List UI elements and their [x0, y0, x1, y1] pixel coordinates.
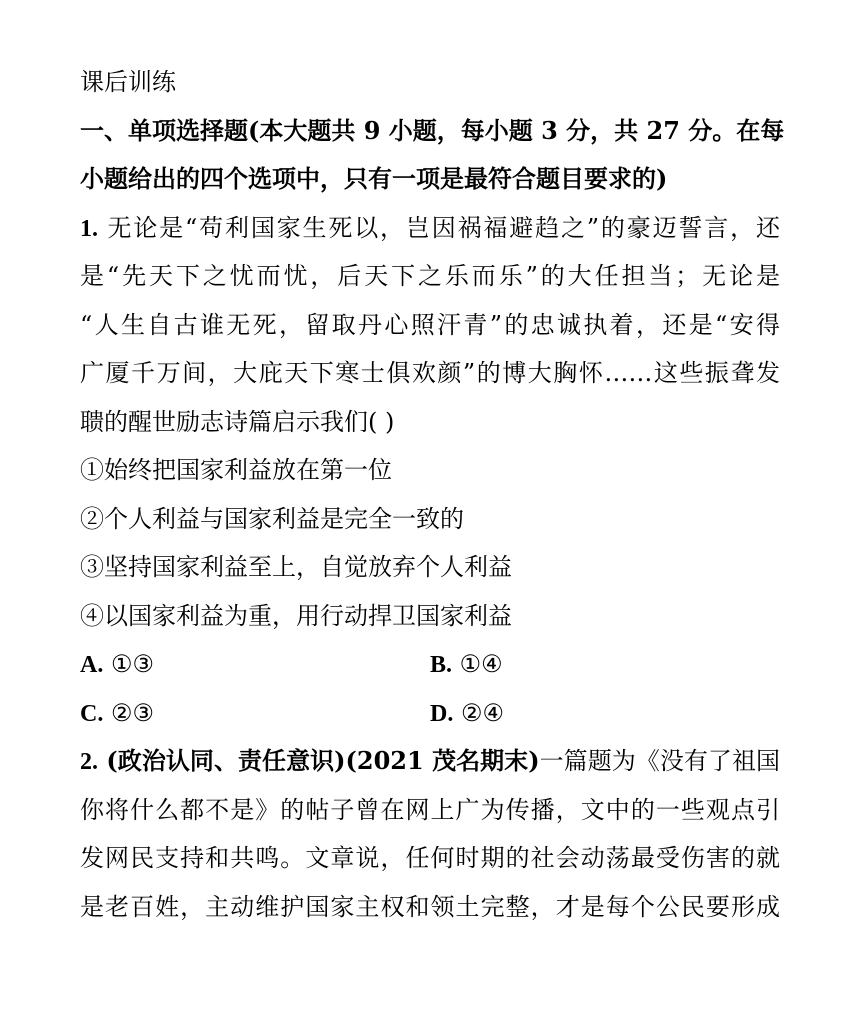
question-2-line-1	[80, 737, 780, 786]
question-1-text: 无论是“苟利国家生死以，岂因祸福避趋之”的豪迈誓言，还	[98, 213, 780, 242]
options-row-2	[80, 689, 780, 738]
question-1-line-1	[80, 204, 780, 253]
option-a	[80, 640, 430, 689]
options-row-1	[80, 640, 780, 689]
section-title: 课后训练	[80, 68, 176, 96]
document-page	[80, 58, 785, 931]
statement-3: ③坚持国家利益至上，自觉放弃个人利益	[80, 553, 512, 581]
question-1-line-3: “人生自古谁无死，留取丹心照汗青”的忠诚执着，还是“安得	[80, 310, 780, 339]
option-c-label: C.	[80, 700, 104, 727]
statement-1: ①始终把国家利益放在第一位	[80, 456, 392, 484]
option-d	[430, 689, 780, 738]
option-b-text: ①④	[452, 650, 503, 678]
statement-4: ④以国家利益为重，用行动捍卫国家利益	[80, 601, 512, 630]
question-1-line-4: 广厦千万间，大庇天下寒士俱欢颜”的博大胸怀……这些振聋发	[80, 359, 780, 387]
option-c-text: ②③	[103, 698, 155, 727]
option-c	[80, 689, 430, 738]
option-b	[430, 640, 780, 689]
part-heading-line-2: 小题给出的四个选项中，只有一项是最符合题目要求的)	[80, 164, 668, 193]
statement-2: ②个人利益与国家利益是完全一致的	[80, 504, 464, 533]
option-d-text: ②④	[453, 698, 505, 727]
option-a-label: A.	[80, 652, 104, 678]
question-1-number: 1.	[80, 215, 98, 242]
question-2-line-2: 你将什么都不是》的帖子曾在网上广为传播，文中的一些观点引	[80, 795, 780, 824]
question-2-number: 2.	[80, 749, 98, 775]
question-2-text: 一篇题为《没有了祖国	[539, 747, 781, 775]
option-b-label: B.	[430, 652, 453, 678]
part-heading-line-1: 一、单项选择题(本大题共 9 小题，每小题 3 分，共 27 分。在每	[80, 115, 785, 145]
option-d-label: D.	[430, 700, 454, 727]
question-2-tag: (政治认同、责任意识)(2021 茂名期末)	[98, 746, 540, 775]
question-1-line-5: 聩的醒世励志诗篇启示我们( )	[80, 407, 395, 436]
question-1-line-2: 是“先天下之忧而忧，后天下之乐而乐”的大任担当；无论是	[80, 262, 780, 290]
option-a-text: ①③	[103, 650, 155, 678]
question-2-line-3: 发网民支持和共鸣。文章说，任何时期的社会动荡最受伤害的就	[80, 844, 780, 872]
question-2-line-4: 是老百姓，主动维护国家主权和领土完整，才是每个公民要形成	[80, 892, 780, 921]
